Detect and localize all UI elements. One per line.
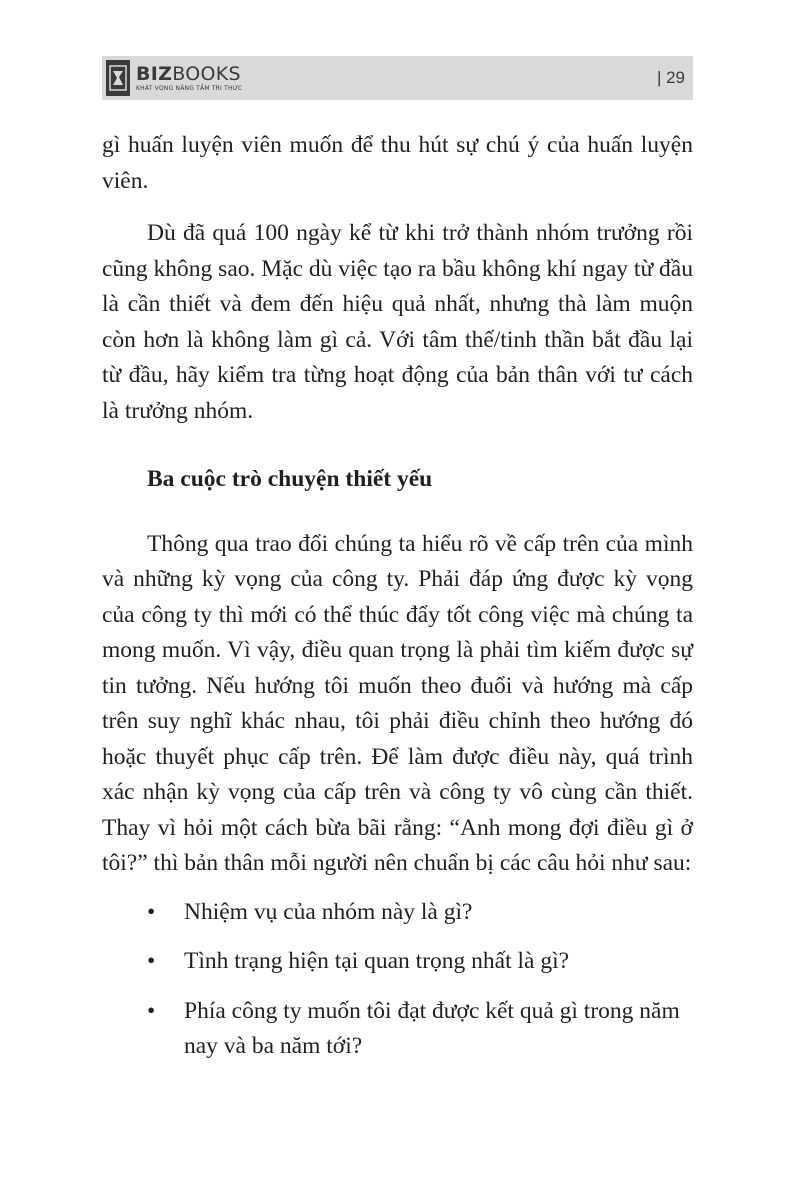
publisher-logo (106, 60, 242, 96)
page-body (102, 128, 693, 1079)
list-item (102, 994, 693, 1065)
bullet-icon: • (147, 948, 156, 974)
bizbooks-logo-icon (106, 60, 130, 96)
logo-wordmark: BIZBOOKS (136, 62, 241, 85)
paragraph: Thông qua trao đổi chúng ta hiểu rõ về cấp trên của mình và những kỳ vọng của công ty. Phải đáp ứng được kỳ vọng của công ty thì mới có thể thúc đẩy tốt công việc mà chúng ta mong muốn. Vì vậy, điều quan trọng là phải tìm kiếm được sự tin tưởng. Nếu hướng tôi muốn theo đuổi và hướng mà cấp trên suy nghĩ khác nhau, tôi phải điều chỉnh theo hướng đó hoặc thuyết phục cấp trên. Để làm được điều này, quá trình xác nhận kỳ vọng của cấp trên và công ty vô cùng cần thiết. Thay vì hỏi một cách bừa bãi rằng: “Anh mong đợi điều gì ở tôi?” thì bản thân mỗi người nên chuẩn bị các câu hỏi như sau: (102, 530, 693, 876)
page-number: | 29 (656, 68, 685, 87)
running-header (102, 56, 693, 100)
bullet-list (102, 895, 693, 1065)
bullet-icon: • (147, 997, 156, 1024)
bullet-icon: • (147, 898, 156, 925)
list-item (102, 944, 693, 980)
list-item-text: Phía công ty muốn tôi đạt được kết quả gì trong năm nay và ba năm tới? (184, 997, 680, 1059)
list-item-text: Tình trạng hiện tại quan trọng nhất là gì? (184, 948, 570, 974)
list-item (102, 895, 693, 931)
list-item-text: Nhiệm vụ của nhóm này là gì? (184, 898, 473, 925)
paragraph-continued: gì huấn luyện viên muốn để thu hút sự chú ý của huấn luyện viên. (102, 132, 693, 194)
logo-tagline: KHÁT VỌNG NÂNG TẦM TRI THỨC (136, 84, 243, 92)
section-heading: Ba cuộc trò chuyện thiết yếu (147, 466, 433, 492)
paragraph: Dù đã quá 100 ngày kể từ khi trở thành nhóm trưởng rồi cũng không sao. Mặc dù việc tạo ra bầu không khí ngay từ đầu là cần thiết và đem đến hiệu quả nhất, nhưng thà làm muộn còn hơn là không làm gì cả. Với tâm thế/tinh thần bắt đầu lại từ đầu, hãy kiểm tra từng hoạt động của bản thân với tư cách là trưởng nhóm. (102, 220, 693, 424)
